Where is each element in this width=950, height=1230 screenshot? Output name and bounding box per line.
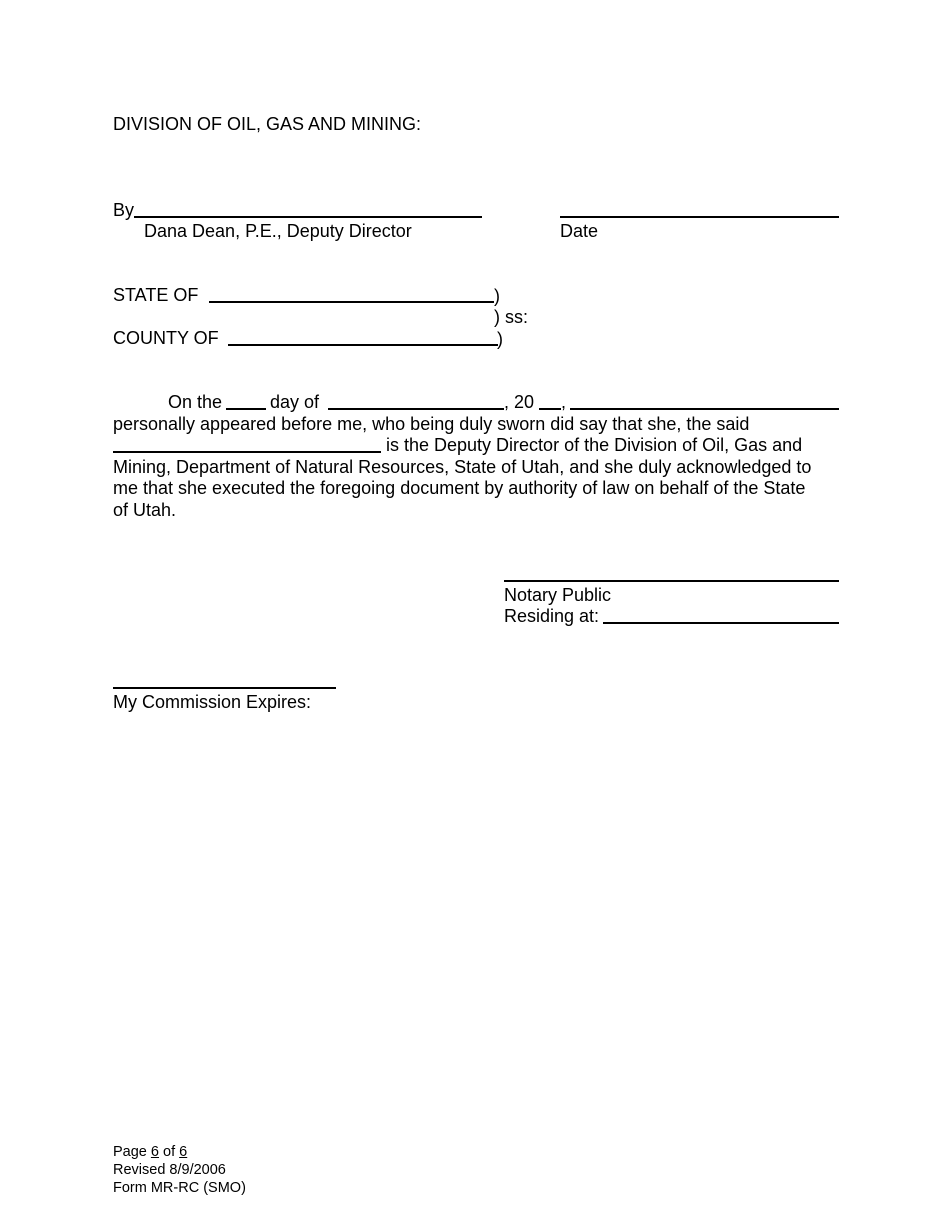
- date-label: Date: [560, 221, 599, 241]
- signer-name: Dana Dean, P.E., Deputy Director: [144, 221, 412, 241]
- page-of: of: [163, 1144, 176, 1160]
- residing-at-label: Residing at:: [504, 606, 600, 626]
- ack-line-5: me that she executed the foregoing document by authority of law on behalf of the State: [113, 478, 806, 498]
- page-number: [113, 1143, 187, 1161]
- commission-expires-label: My Commission Expires:: [113, 692, 312, 712]
- agency-heading: DIVISION OF OIL, GAS AND MINING:: [113, 114, 422, 134]
- by-label: By: [113, 200, 135, 220]
- date-line[interactable]: [560, 216, 839, 218]
- page-total: 6: [179, 1144, 188, 1160]
- year-prefix-text: , 20: [504, 392, 535, 412]
- notary-signature-line[interactable]: [504, 580, 839, 582]
- form-id: Form MR-RC (SMO): [113, 1180, 246, 1196]
- ack-line-4: Mining, Department of Natural Resources, State of Utah, and she duly acknowledged to: [113, 457, 812, 477]
- name-blank-line[interactable]: [570, 408, 839, 410]
- county-blank-line[interactable]: [228, 344, 498, 346]
- revised-date: Revised 8/9/2006: [113, 1162, 226, 1178]
- day-blank-line[interactable]: [226, 408, 266, 410]
- said-name-blank-line[interactable]: [113, 451, 381, 453]
- state-paren: ): [494, 286, 500, 306]
- county-paren: ): [497, 329, 503, 349]
- year-blank-line[interactable]: [539, 408, 561, 410]
- ack-line-6: of Utah.: [113, 500, 177, 520]
- month-blank-line[interactable]: [328, 408, 504, 410]
- commission-date-line[interactable]: [113, 687, 336, 689]
- on-the-text: On the: [168, 392, 223, 412]
- page-prefix: Page: [113, 1144, 147, 1160]
- signature-line[interactable]: [134, 216, 482, 218]
- county-of-label: COUNTY OF: [113, 328, 219, 348]
- state-of-label: STATE OF: [113, 285, 199, 305]
- page-current: 6: [150, 1144, 159, 1160]
- comma-text: ,: [561, 392, 567, 412]
- ack-line-2: personally appeared before me, who being duly sworn did say that she, the said: [113, 414, 750, 434]
- ack-line-3: is the Deputy Director of the Division of Oil, Gas and: [386, 435, 803, 455]
- day-of-text: day of: [270, 392, 320, 412]
- residing-at-line[interactable]: [603, 622, 839, 624]
- state-blank-line[interactable]: [209, 301, 494, 303]
- notary-title: Notary Public: [504, 585, 612, 605]
- ss-label: ) ss:: [494, 307, 528, 327]
